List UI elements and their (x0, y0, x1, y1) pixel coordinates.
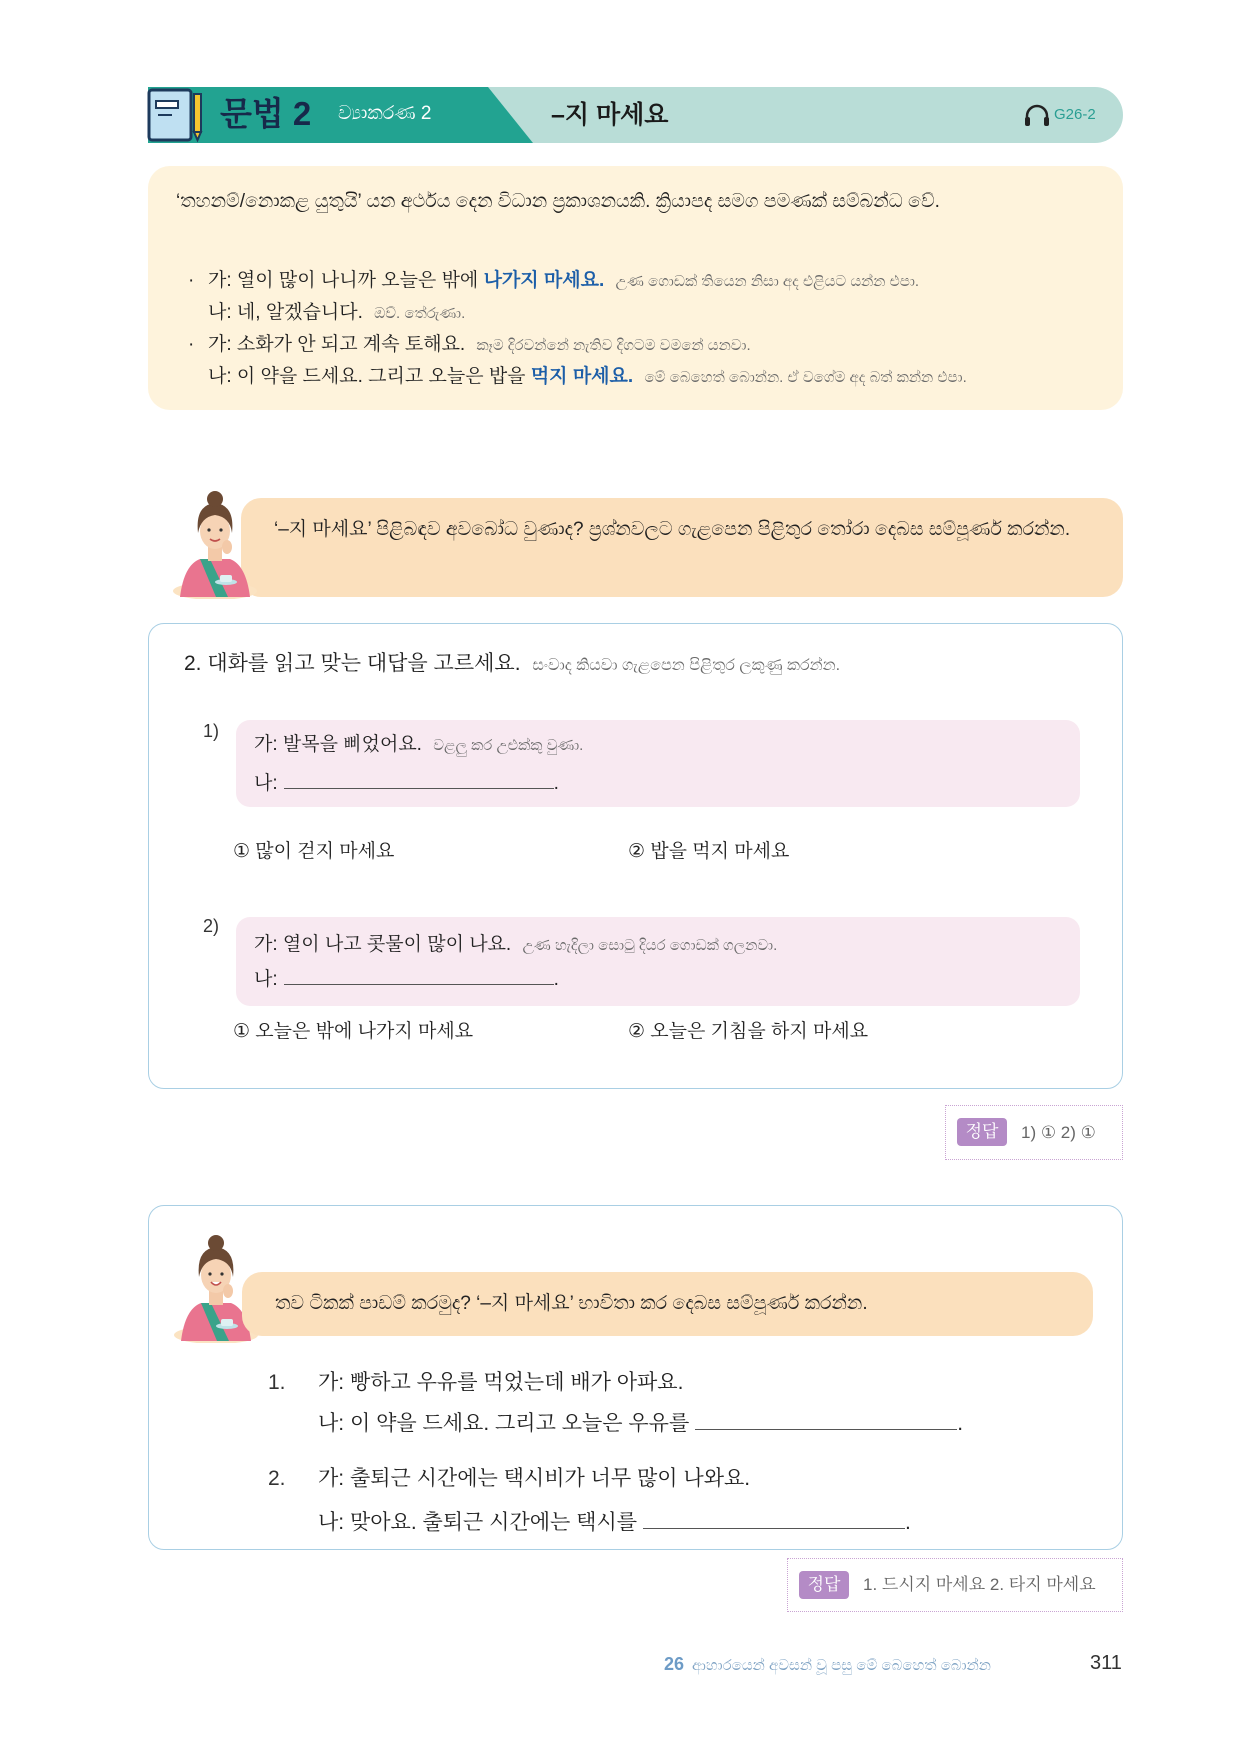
answer-blank (284, 770, 554, 789)
blank-period: . (553, 773, 559, 794)
example-line (148, 265, 1123, 297)
grammar-label-sinhala: ව්‍යාකරණ 2 (338, 103, 432, 124)
blank-period: . (905, 1511, 911, 1534)
lesson-title: ආහාරයෙන් අවසන් වූ පසු මේ බෙහෙත් බොන්න (692, 1657, 991, 1674)
answer-blank (284, 966, 554, 985)
dialog-speaker: 나: (254, 969, 278, 990)
item-line-na (318, 1409, 963, 1437)
item-line-ga: 가: 빵하고 우유를 먹었는데 배가 아파요. (318, 1371, 684, 1394)
example-highlight: 나가지 마세요. (483, 270, 605, 291)
dialog-box (236, 917, 1080, 1006)
question-number: 1) (203, 721, 220, 741)
dialog-speaker: 나: (254, 773, 278, 794)
dialog-line-na (254, 966, 559, 993)
instruction-text: ‘–지 마세요’ පිළිබඳව අවබෝධ වුණාද? ප්‍රශ්නවලට ගැළපෙන පිළිතුර තෝරා දෙබස සම්පූර්ණ කරන්න. (274, 519, 1071, 540)
answer-key (945, 1105, 1123, 1160)
answer-blank (643, 1508, 905, 1529)
example-korean: 가: 소화가 안 되고 계속 토해요. (208, 334, 466, 355)
answer-key (787, 1558, 1123, 1612)
dialog-korean: 가: 발목을 삐었어요. (254, 734, 422, 755)
example-korean: 나: 네, 알겠습니다. (208, 302, 363, 323)
answer-option: ② 오늘은 기침을 하지 마세요 (628, 1021, 869, 1042)
page-footer (664, 1654, 991, 1675)
practice-bubble (242, 1272, 1093, 1336)
example-line (148, 297, 1123, 329)
answer-option: ① 많이 걷지 마세요 (233, 841, 395, 862)
dialog-line-ga (254, 932, 777, 959)
instruction-bubble (241, 498, 1123, 597)
bullet: · (188, 334, 195, 355)
exercise-title-translation: සංවාද කියවා ගැළපෙන පිළිතුර ලකුණු කරන්න. (532, 657, 841, 674)
example-list (148, 265, 1123, 393)
answer-text: 1. 드시지 마세요 2. 타지 마세요 (863, 1575, 1096, 1594)
exercise-title-korean: 2. 대화를 읽고 맞는 대답을 고르세요. (184, 652, 521, 675)
example-translation: උණ ගොඩක් තියෙන නිසා අද එළියට යන්න එපා. (615, 273, 920, 290)
grammar-explanation-box (148, 166, 1123, 410)
bullet: · (188, 270, 195, 291)
dialog-korean: 가: 열이 나고 콧물이 많이 나요. (254, 934, 512, 955)
example-line (148, 361, 1123, 393)
dialog-translation: වළලු කර උළුක්කු වුණා. (433, 737, 584, 754)
answer-option: ② 밥을 먹지 마세요 (628, 841, 790, 862)
answer-text: 1) ① 2) ① (1021, 1123, 1096, 1142)
teacher-character (170, 487, 260, 599)
example-korean: 가: 열이 많이 나니까 오늘은 밖에 (208, 270, 484, 291)
item-number: 2. (268, 1467, 286, 1490)
dialog-translation: උණ හැදිලා සොටු දියර ගොඩක් ගලනවා. (522, 937, 778, 954)
item-number: 1. (268, 1371, 286, 1394)
dialog-line-na (254, 770, 559, 797)
example-translation: මේ බෙහෙත් බොන්න. ඒ වගේම අද බත් කන්න එපා. (644, 369, 967, 386)
exercise-title (184, 650, 840, 680)
example-korean: 나: 이 약을 드세요. 그리고 오늘은 밥을 (208, 366, 531, 387)
book-icon (146, 87, 206, 143)
example-line (148, 329, 1123, 361)
example-translation: කෑම දිරවන්නේ නැතිව දිගටම වමනේ යනවා. (476, 337, 751, 354)
grammar-header (148, 87, 1123, 143)
grammar-topic: –지 마세요 (551, 101, 669, 129)
blank-period: . (957, 1412, 964, 1435)
item-korean: 나: 맞아요. 출퇴근 시간에는 택시를 (318, 1511, 638, 1534)
item-line-na (318, 1508, 911, 1536)
exercise-box (148, 623, 1123, 1089)
headphones-icon (1024, 103, 1050, 127)
audio-track-code: G26-2 (1054, 106, 1096, 123)
example-highlight: 먹지 마세요. (530, 366, 634, 387)
example-translation: ඔව්. තේරුණා. (374, 305, 466, 322)
blank-period: . (553, 969, 559, 990)
answer-blank (695, 1409, 957, 1430)
dialog-box (236, 720, 1080, 807)
answer-badge: 정답 (957, 1118, 1007, 1146)
page-number: 311 (1090, 1652, 1122, 1674)
dialog-line-ga (254, 732, 583, 759)
practice-instruction: තව ටිකක් පාඩම් කරමුද? ‘–지 마세요’ භාවිතා කර දෙබස සම්පූර්ණ කරන්න. (275, 1293, 868, 1314)
answer-option: ① 오늘은 밖에 나가지 마세요 (233, 1021, 474, 1042)
answer-badge: 정답 (799, 1571, 849, 1599)
practice-box (148, 1205, 1123, 1550)
grammar-label: 문법 2 (220, 95, 312, 132)
question-number: 2) (203, 916, 220, 936)
item-korean: 나: 이 약을 드세요. 그리고 오늘은 우유를 (318, 1412, 690, 1435)
grammar-explanation: ‘තහනම්/නොකළ යුතුයි’ යන අර්ථය දෙන විධාන ප්‍රකාශනයකි. ක්‍රියාපද සමග පමණක් සම්බන්ධ වේ. (176, 191, 940, 212)
item-line-ga: 가: 출퇴근 시간에는 택시비가 너무 많이 나와요. (318, 1467, 751, 1490)
lesson-number: 26 (664, 1654, 685, 1674)
